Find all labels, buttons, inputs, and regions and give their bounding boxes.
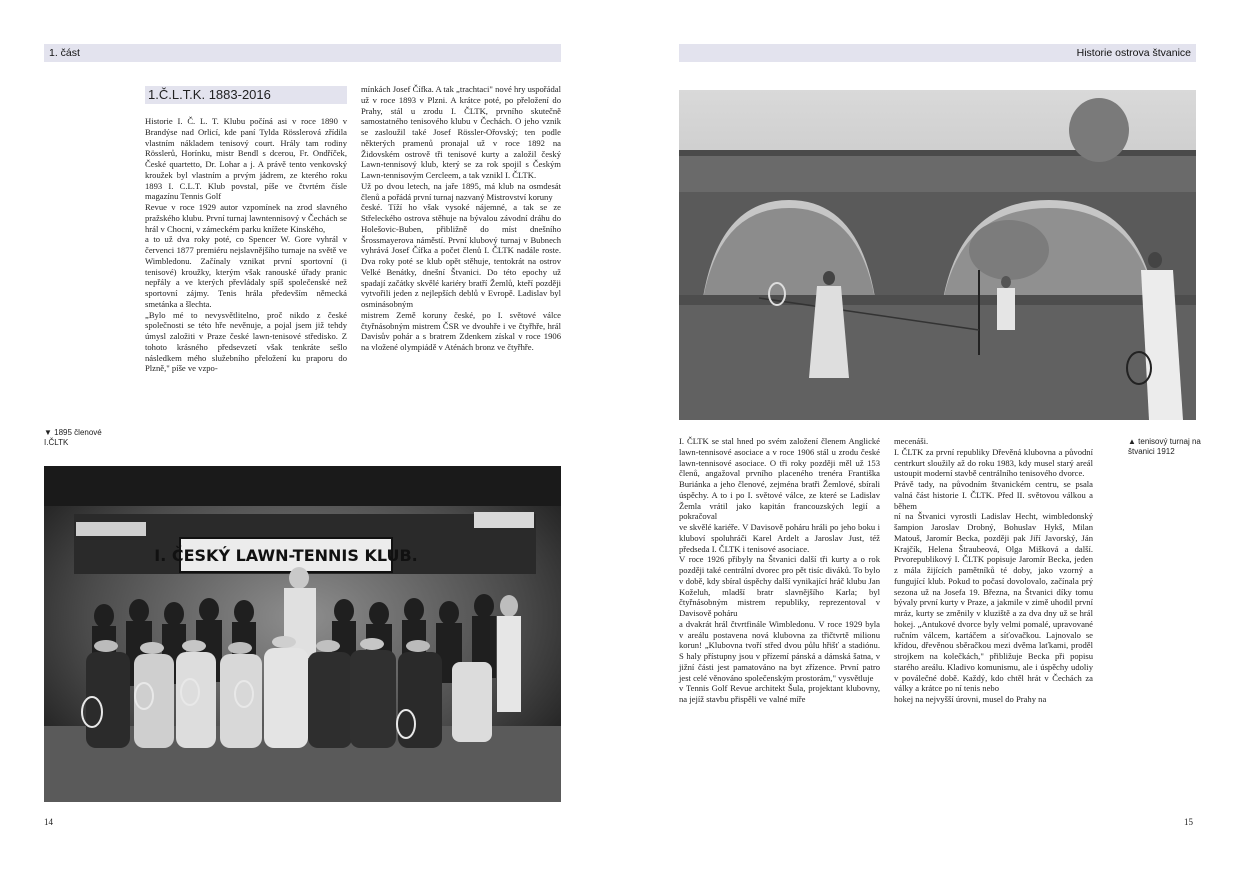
section-header-right: Historie ostrova štvanice [679,44,1196,62]
banner-text: I. ČESKÝ LAWN-TENNIS KLUB. [154,546,418,565]
paragraph: Historie I. Č. L. T. Klubu počíná asi v roce 1890 v Brandýse nad Orlicí, kde paní Tylda Rösslerová zřídila vlastním nákladem tenisový court. Hrály tam rodiny Rösslerů, Horínku, mistr Bendl s dcerou, Fr. Ondříček, České quartetto, Dr. Lohar a j. A právě tento venkovský kroužek byl vlastním a prvým jádrem, ze kterého roku 1893 I. C.L.T. Klub povstal, píše ve čtvrtém čísle magazínu Tennis Golf [145,116,347,202]
article-title: 1.Č.L.T.K. 1883-2016 [145,86,347,104]
page-number-right: 15 [1184,817,1193,827]
page-number-left: 14 [44,817,53,827]
text-column-4 [894,436,1093,705]
paragraph: české. Tíží ho však vysoké nájemné, a tak se ze Střeleckého ostrova stěhuje na bývalou závodní dráhu do Holešovic-Buben, přibližně do míst dnešního Šrossmayerova náměstí. První klubový turnaj v Bubnech vyhrává Josef Čífka a počet členů I. ČLTK nadále roste. Dva roky poté se klub opět stěhuje, tentokrát na ostrov Velké Benátky, dnešní Štvanici. Do této epochy už spadají začátky skvělé kariéry bratří Žemlů, kteří později vytvořili jeden z nejlepších deblů v Evropě. Ladislav byl osminásobným [361,202,561,309]
paragraph: V roce 1926 přibyly na Štvanici další tři kurty a o rok později také centrální dvorec pro pět tisíc diváků. To bylo v době, kdy sbíral úspěchy další vynikající hráč klubu Jan Koželuh, mladší bratr slavnějšího Karla; byl čtyřnásobným mistrem republiky, reprezentoval v Davisově poháru [679,554,880,618]
paragraph: „Bylo mé to nevysvětlitelno, proč nikdo z české společnosti se této hře nevěnuje, a pojal jsem již tehdy úmysl založiti v Praze české lawn-tenisové středisko. Z tohoto krásného předsevzetí však tenkráte sešlo následkem mého služebního přeložení ku praporu do Plzně," píše ve vzpo- [145,309,347,374]
photo-caption-right [1128,437,1208,456]
paragraph: hokej na nejvyšší úrovni, musel do Prahy na [894,694,1047,704]
text-column-3 [679,436,880,705]
paragraph: ní na Štvanici vyrostli Ladislav Hecht, wimbledonský šampion Jaroslav Drobný, Bohuslav Hykš, Milan Matouš, Jaromír Becka, později pak Jiří Javorský, Ján Krajčík, Helena Štraubeová, Olga Mišková a další. Prvorepublikový I. ČLTK popisuje Jaromír Becka, jeden z mála žijících pamětníků té doby, jako vzorný a fungující klub. Pokud to počasí dovolovalo, začínala prý sezona už na Josefa 19. Března, na Štvanici díky tomu bývaly první kurty v Praze, a jakmile v zimě uhodil první mráz, kurty se změnily v kluziště a za dva dny už se hrál hokej. „Antukové dvorce byly velmi pomalé, upravované ručním válcem, kartáčem a síťovačkou. Lajnovalo se křídou, dřevěnou sběračkou mezi dvěma laťkami, proděl strojkem na kolečkách," přibližuje Becka při popisu starého areálu. Kladivo komunismu, ale i úspěchy udoliy v poválečné době. Každý, kdo chtěl hrát v Čechách za války a krátce po ní tenis nebo [894,511,1093,694]
paragraph: Právě tady, na původním štvanickém centru, se psala valná část historie I. ČLTK. Před II. světovou válkou a během [894,479,1093,511]
caption-text: 1895 členové I.ČLTK [44,428,102,447]
paragraph: I. ČLTK se stal hned po svém založení členem Anglické lawn-tennisové asociace a v roce 1906 stál u zrodu české lawn-tennisové asociace. O tři roky později měl už 153 členů, angažoval prvního placeného trenéra Františka Buriánka a jeho členové, zejména bratři Žemlové, sbírali úspěchy. A to i po I. světové válce, ze které se Ladislav Žemla vrátil jako kapitán francouzských legií a pokračoval [679,436,880,522]
paragraph: Revue v roce 1929 autor vzpomínek na zrod slavného pražského klubu. První turnaj lawntennisový v Čechách se hrál v Chocni, v zámeckém parku knížete Kinského, [145,202,347,234]
paragraph: Už po dvou letech, na jaře 1895, má klub na osmdesát členů a pořádá první turnaj nazvaný Mistrovství koruny [361,180,561,202]
club-members-photo [44,466,561,802]
paragraph: mecenáši. [894,436,929,446]
section-header-left: 1. část [44,44,561,62]
paragraph: mistrem Země koruny české, po I. světové válce čtyřnásobným mistrem ČSR ve dvouhře i ve čtyřhře, hrál Davisův pohár a s bratrem Zdenkem získal v roce 1906 na vložené olympiádě v Aténách bronz ve čtyřhře. [361,309,561,352]
paragraph: v Tennis Golf Revue architekt Šula, projektant klubovny, na jejíž stavbu přispěli ve valné míře [679,683,880,704]
paragraph: I. ČLTK za první republiky Dřevěná klubovna a původní centrkurt sloužily až do roku 1983, kdy musel starý areál ustoupit moderní stavbě centrálního tenisového dvorce. [894,446,1093,479]
text-column-1 [145,116,347,374]
caption-text: tenisový turnaj na štvanici 1912 [1128,437,1201,456]
photo-caption-left [44,428,124,447]
tournament-photo [679,90,1196,420]
caption-arrow-up-icon: ▲ [1128,437,1136,446]
caption-arrow-down-icon: ▼ [44,428,52,437]
paragraph: a to už dva roky poté, co Spencer W. Gore vyhrál v červenci 1877 premiéru nejslavnějšího turnaje na světě ve Wimbledonu. Začínaly vznikat první sportovní (i tenisové) kroužky, kterým však ranouské úřady pranic nepřály a ve kterých převládaly spíš společenské než sportovní zájmy. Tenis hrála především německá smetánka a šlechta. [145,234,347,309]
paragraph: a dvakrát hrál čtvrtfinále Wimbledonu. V roce 1929 byla v areálu postavena nová klubovna za třičtvrtě milionu korun! „Klubovna tvoří střed dvou půlu hřišť a stadiónu. S haly přístupny jsou v přízemí pánská a dámská šatna, v jižní části jest pamatováno na byt zřízence. První patro jest celé věnováno společenským prostorám," vysvětluje [679,618,880,683]
paragraph: mínkách Josef Čífka. A tak „trachtaci" nové hry uspořádal už v roce 1893 v Plzni. A krátce poté, po přeložení do Prahy, stál u zrodu I. ČLTK, prvního skutečně samostatného tenisového klubu v Čechách. O jeho vznik se zasloužil také Josef Rössler-Ořovský; ten podle některých pramenů pronajal už v roce 1892 na Židovském ostrově tři tenisové kurty a založil český Lawn-tennisový klub, který se za rok spojil s Českým Lawn-tennisovým Cercleem, a tak vznikl I. ČLTK. [361,84,561,180]
text-column-2 [361,84,561,353]
paragraph: ve skvělé kariéře. V Davisově poháru hráli po jeho boku i kluboví spoluhráči Karel Ardelt a Jaroslav Just, též předseda I. ČLTK i tenisové asociace. [679,522,880,554]
